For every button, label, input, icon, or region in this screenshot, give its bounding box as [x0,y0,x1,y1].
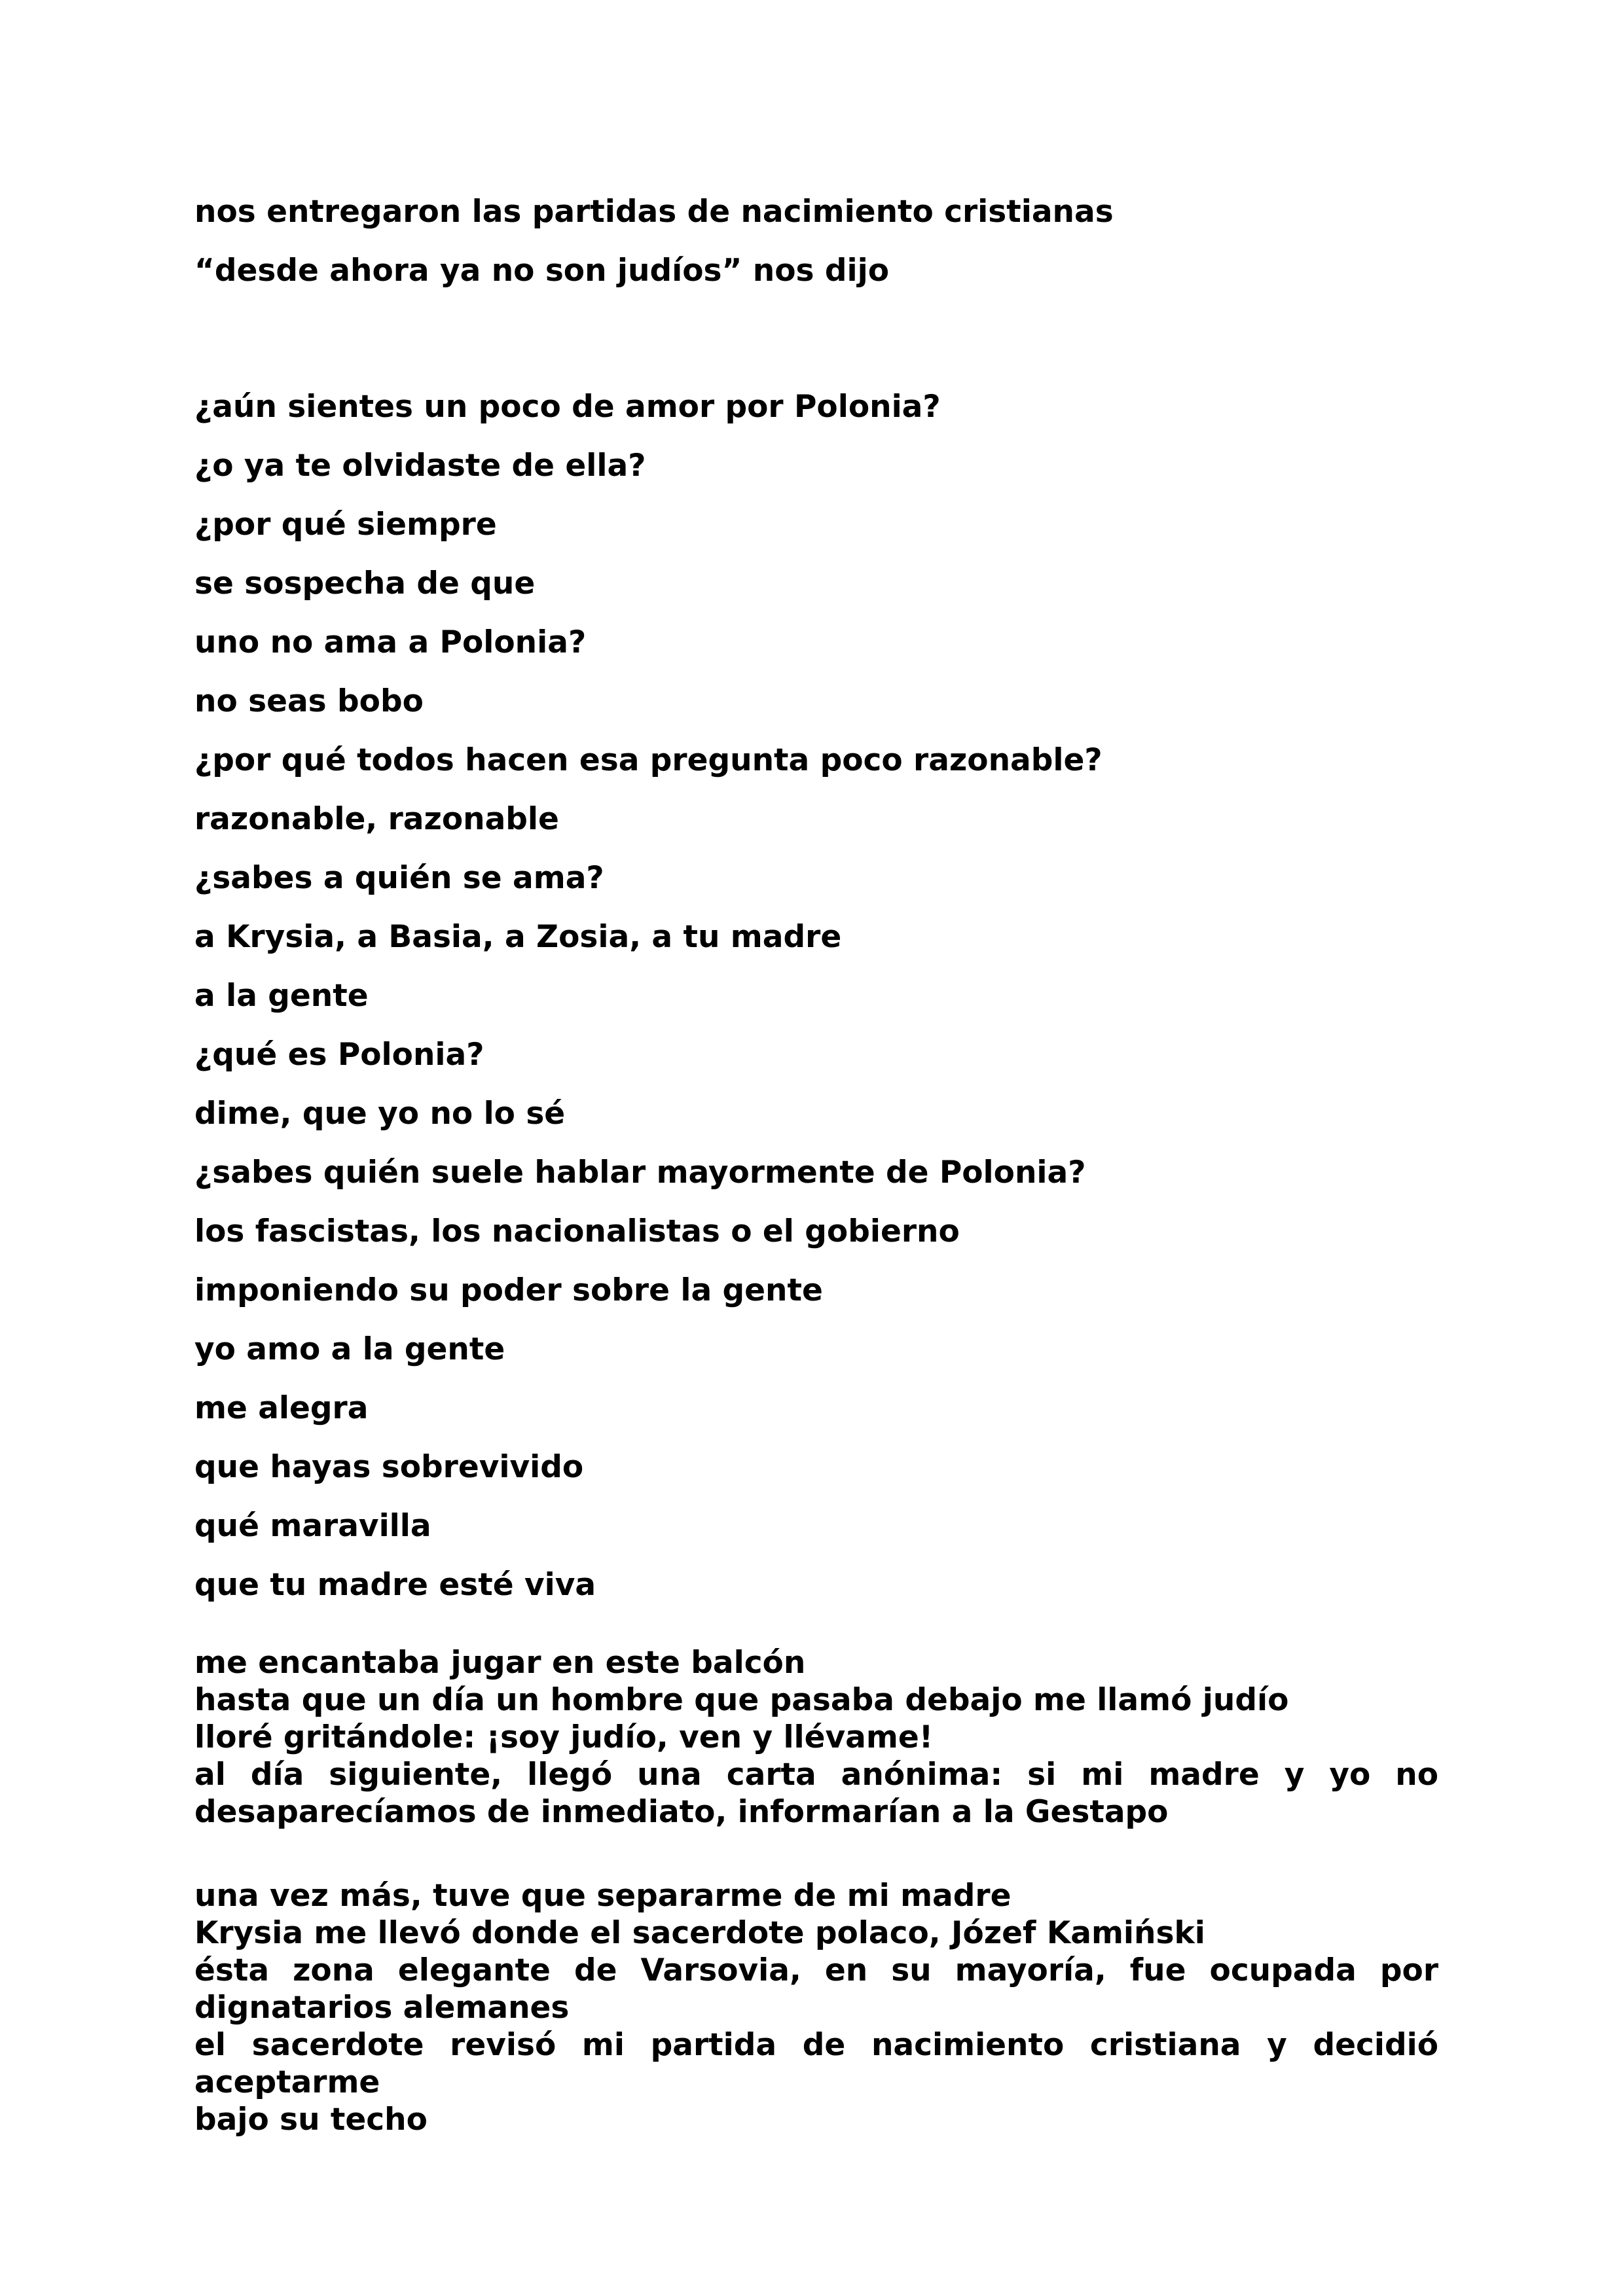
text-line: razonable, razonable [194,801,559,837]
text-line: lloré gritándole: ¡soy judío, ven y llévame! [194,1719,934,1755]
text-line: uno no ama a Polonia? [194,624,587,660]
text-line: yo amo a la gente [194,1331,505,1367]
text-line: ¿qué es Polonia? [194,1037,484,1073]
text-line: imponiendo su poder sobre la gente [194,1272,823,1308]
paragraph-balcony [194,1644,1438,1831]
text-line: a la gente [194,978,369,1014]
text-line: a Krysia, a Basia, a Zosia, a tu madre [194,919,842,955]
text-line: bajo su techo [194,2102,428,2138]
text-line: nos entregaron las partidas de nacimiento cristianas [194,194,1114,230]
text-line: qué maravilla [194,1508,431,1544]
text-line: que hayas sobrevivido [194,1449,584,1485]
text-line: el sacerdote revisó mi partida de nacimiento cristiana y decidió aceptarme [194,2027,1438,2100]
text-line: hasta que un día un hombre que pasaba debajo me llamó judío [194,1682,1289,1718]
text-line: ¿aún sientes un poco de amor por Polonia? [194,389,941,425]
text-line: ¿o ya te olvidaste de ella? [194,448,646,484]
paragraph-priest [194,1877,1438,2138]
text-line: no seas bobo [194,683,424,719]
text-line: al día siguiente, llegó una carta anónima: si mi madre y yo no [194,1757,1438,1793]
text-line: me alegra [194,1390,369,1426]
text-line: ésta zona elegante de Varsovia, en su mayoría, fue ocupada por [194,1952,1438,1988]
text-line: dignatarios alemanes [194,1990,570,2026]
text-line: se sospecha de que [194,565,536,601]
text-line: Krysia me llevó donde el sacerdote polaco, Józef Kamiński [194,1915,1205,1951]
text-line: que tu madre esté viva [194,1567,596,1603]
text-line: ¿por qué todos hacen esa pregunta poco razonable? [194,742,1103,778]
text-line: me encantaba jugar en este balcón [194,1645,806,1681]
text-line: ¿sabes quién suele hablar mayormente de Polonia? [194,1155,1086,1191]
text-line: dime, que yo no lo sé [194,1096,566,1132]
text-line: “desde ahora ya no son judíos” nos dijo [194,253,889,289]
text-line: desaparecíamos de inmediato, informarían a la Gestapo [194,1794,1169,1830]
text-line: una vez más, tuve que separarme de mi madre [194,1878,1012,1914]
text-line: ¿sabes a quién se ama? [194,860,604,896]
text-line: los fascistas, los nacionalistas o el gobierno [194,1213,960,1249]
text-line: ¿por qué siempre [194,507,497,543]
